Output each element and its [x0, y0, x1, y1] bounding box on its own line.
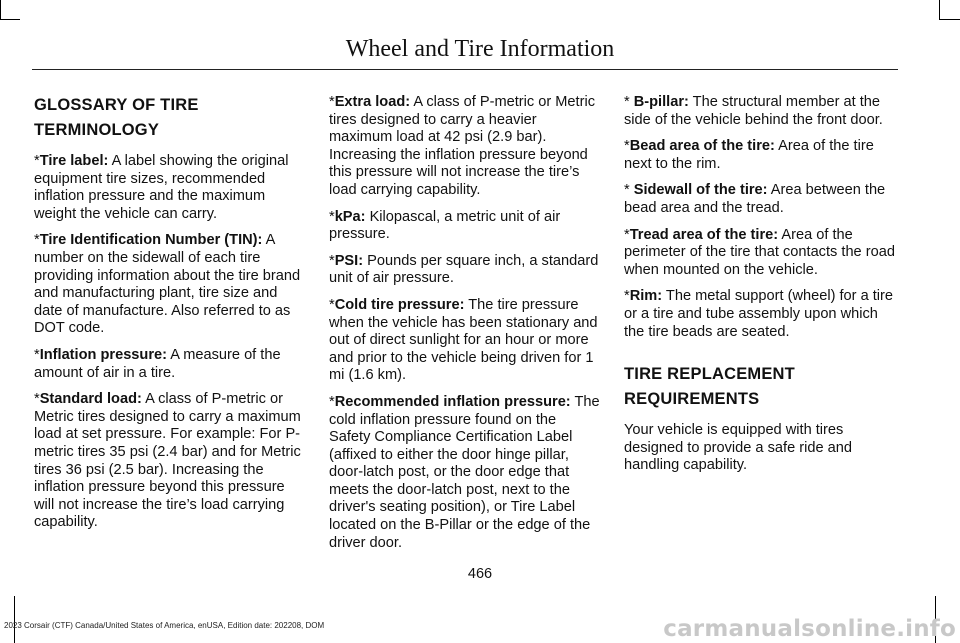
column-1: [34, 94, 306, 541]
entry-prefix: *: [34, 391, 40, 408]
entry-text: A measure of the amount of air in a tire.: [34, 346, 281, 381]
entry-prefix: *: [329, 208, 335, 225]
entry-term: Sidewall of the tire:: [633, 182, 768, 199]
heading-line: TERMINOLOGY: [34, 121, 160, 139]
entry-term: Extra load:: [334, 94, 411, 110]
glossary-entry: [624, 94, 896, 129]
heading-line: REQUIREMENTS: [624, 390, 760, 409]
body-paragraph: Your vehicle is equipped with tires designed to provide a safe ride and handling capability.: [624, 422, 852, 474]
entry-text: The metal support (wheel) for a tire or a tire and tube assembly upon which the tire beads are seated.: [624, 288, 894, 340]
glossary-entry: [624, 227, 896, 280]
entry-text: A number on the sidewall of each tire providing information about the tire brand and manufacturing plant, tire size and date of manufacture. Also referred to as DOT code.: [34, 232, 301, 337]
entry-prefix: *: [624, 288, 630, 305]
glossary-entry: [624, 288, 896, 341]
entry-prefix: *: [34, 153, 40, 169]
entry-text: Area of the tire next to the rim.: [624, 138, 874, 172]
crop-mark: [939, 0, 940, 20]
entry-prefix: *: [329, 252, 335, 269]
crop-mark: [0, 0, 1, 20]
entry-prefix: *: [329, 296, 335, 313]
entry-term: Standard load:: [39, 391, 142, 408]
glossary-entry: [34, 391, 306, 532]
heading-line: TIRE REPLACEMENT: [624, 365, 795, 384]
glossary-entry: [329, 253, 601, 288]
entry-term: Recommended inflation pressure:: [334, 393, 571, 410]
glossary-entry: [34, 347, 306, 382]
entry-text: Pounds per square inch, a standard unit of air pressure.: [329, 252, 599, 287]
footer-edition-info: 2023 Corsair (CTF) Canada/United States of America, enUSA, Edition date: 202208, DOM: [4, 621, 325, 630]
tire-replacement-heading: [624, 363, 896, 410]
entry-term: Bead area of the tire:: [629, 138, 775, 155]
watermark: carmanualsonline.info: [663, 616, 956, 642]
glossary-entry: [34, 153, 306, 223]
header-divider: [32, 69, 898, 70]
heading-line: GLOSSARY OF TIRE: [34, 96, 199, 114]
entry-prefix: *: [624, 138, 630, 155]
entry-term: Tire label:: [39, 153, 109, 169]
entry-prefix: *: [34, 232, 40, 249]
glossary-entry: [329, 209, 601, 244]
entry-term: Inflation pressure:: [39, 346, 167, 363]
column-3: [624, 94, 896, 484]
entry-term: kPa:: [334, 208, 366, 225]
crop-mark: [0, 19, 20, 20]
glossary-entry: [34, 232, 306, 338]
entry-term: Cold tire pressure:: [334, 296, 465, 313]
entry-text: Area between the bead area and the tread.: [624, 182, 886, 216]
entry-term: Rim:: [629, 288, 663, 305]
entry-text: The tire pressure when the vehicle has been stationary and out of direct sunlight for an hour or more and prior to the vehicle being driven for 1 mi (1.6 km).: [329, 296, 598, 384]
entry-prefix: *: [624, 226, 630, 243]
entry-text: A class of P-metric or Metric tires designed to carry a maximum load at set pressure. For example: For P-metric tires 35 psi (2.4 bar) and for Metric tires 36 psi (2.5 bar). Increasing the inflation pressure beyond this pressure will not increase the tire’s load carrying capability.: [34, 391, 301, 531]
entry-term: Tread area of the tire:: [629, 226, 779, 243]
entry-prefix: *: [624, 94, 634, 110]
glossary-entry: [624, 138, 896, 173]
entry-text: Area of the perimeter of the tire that contacts the road when mounted on the vehicle.: [624, 226, 895, 278]
glossary-entry: [624, 182, 896, 217]
entry-prefix: *: [624, 182, 634, 199]
page-number: 466: [467, 566, 493, 582]
glossary-entry: [329, 94, 601, 200]
entry-text: The cold inflation pressure found on the Safety Compliance Certification Label (affixed to either the door hinge pillar, door-latch post, or the door edge that meets the door-latch post, next to the driver's seating position), or Tire Label located on the B-Pillar or the edge of the driver door.: [329, 393, 600, 551]
entry-text: Kilopascal, a metric unit of air pressure.: [329, 208, 561, 243]
page-header-title: Wheel and Tire Information: [345, 36, 615, 62]
glossary-entry: [329, 394, 601, 552]
entry-term: B-pillar:: [633, 94, 689, 110]
glossary-heading: [34, 94, 306, 141]
entry-text: The structural member at the side of the vehicle behind the front door.: [624, 94, 883, 128]
column-2: [329, 94, 601, 561]
entry-term: PSI:: [334, 252, 364, 269]
entry-text: A label showing the original equipment tire sizes, recommended inflation pressure and the maximum weight the vehicle can carry.: [34, 153, 289, 222]
glossary-entry: [329, 297, 601, 385]
crop-mark: [14, 596, 15, 643]
entry-prefix: *: [329, 94, 335, 110]
entry-term: Tire Identification Number (TIN):: [39, 232, 263, 249]
entry-text: A class of P-metric or Metric tires designed to carry a heavier maximum load at 42 psi (2.9 bar). Increasing the inflation pressure beyond this pressure will not increase the tire’s load carrying capability.: [329, 94, 596, 198]
entry-prefix: *: [34, 346, 40, 363]
crop-mark: [939, 19, 960, 20]
entry-prefix: *: [329, 393, 335, 410]
